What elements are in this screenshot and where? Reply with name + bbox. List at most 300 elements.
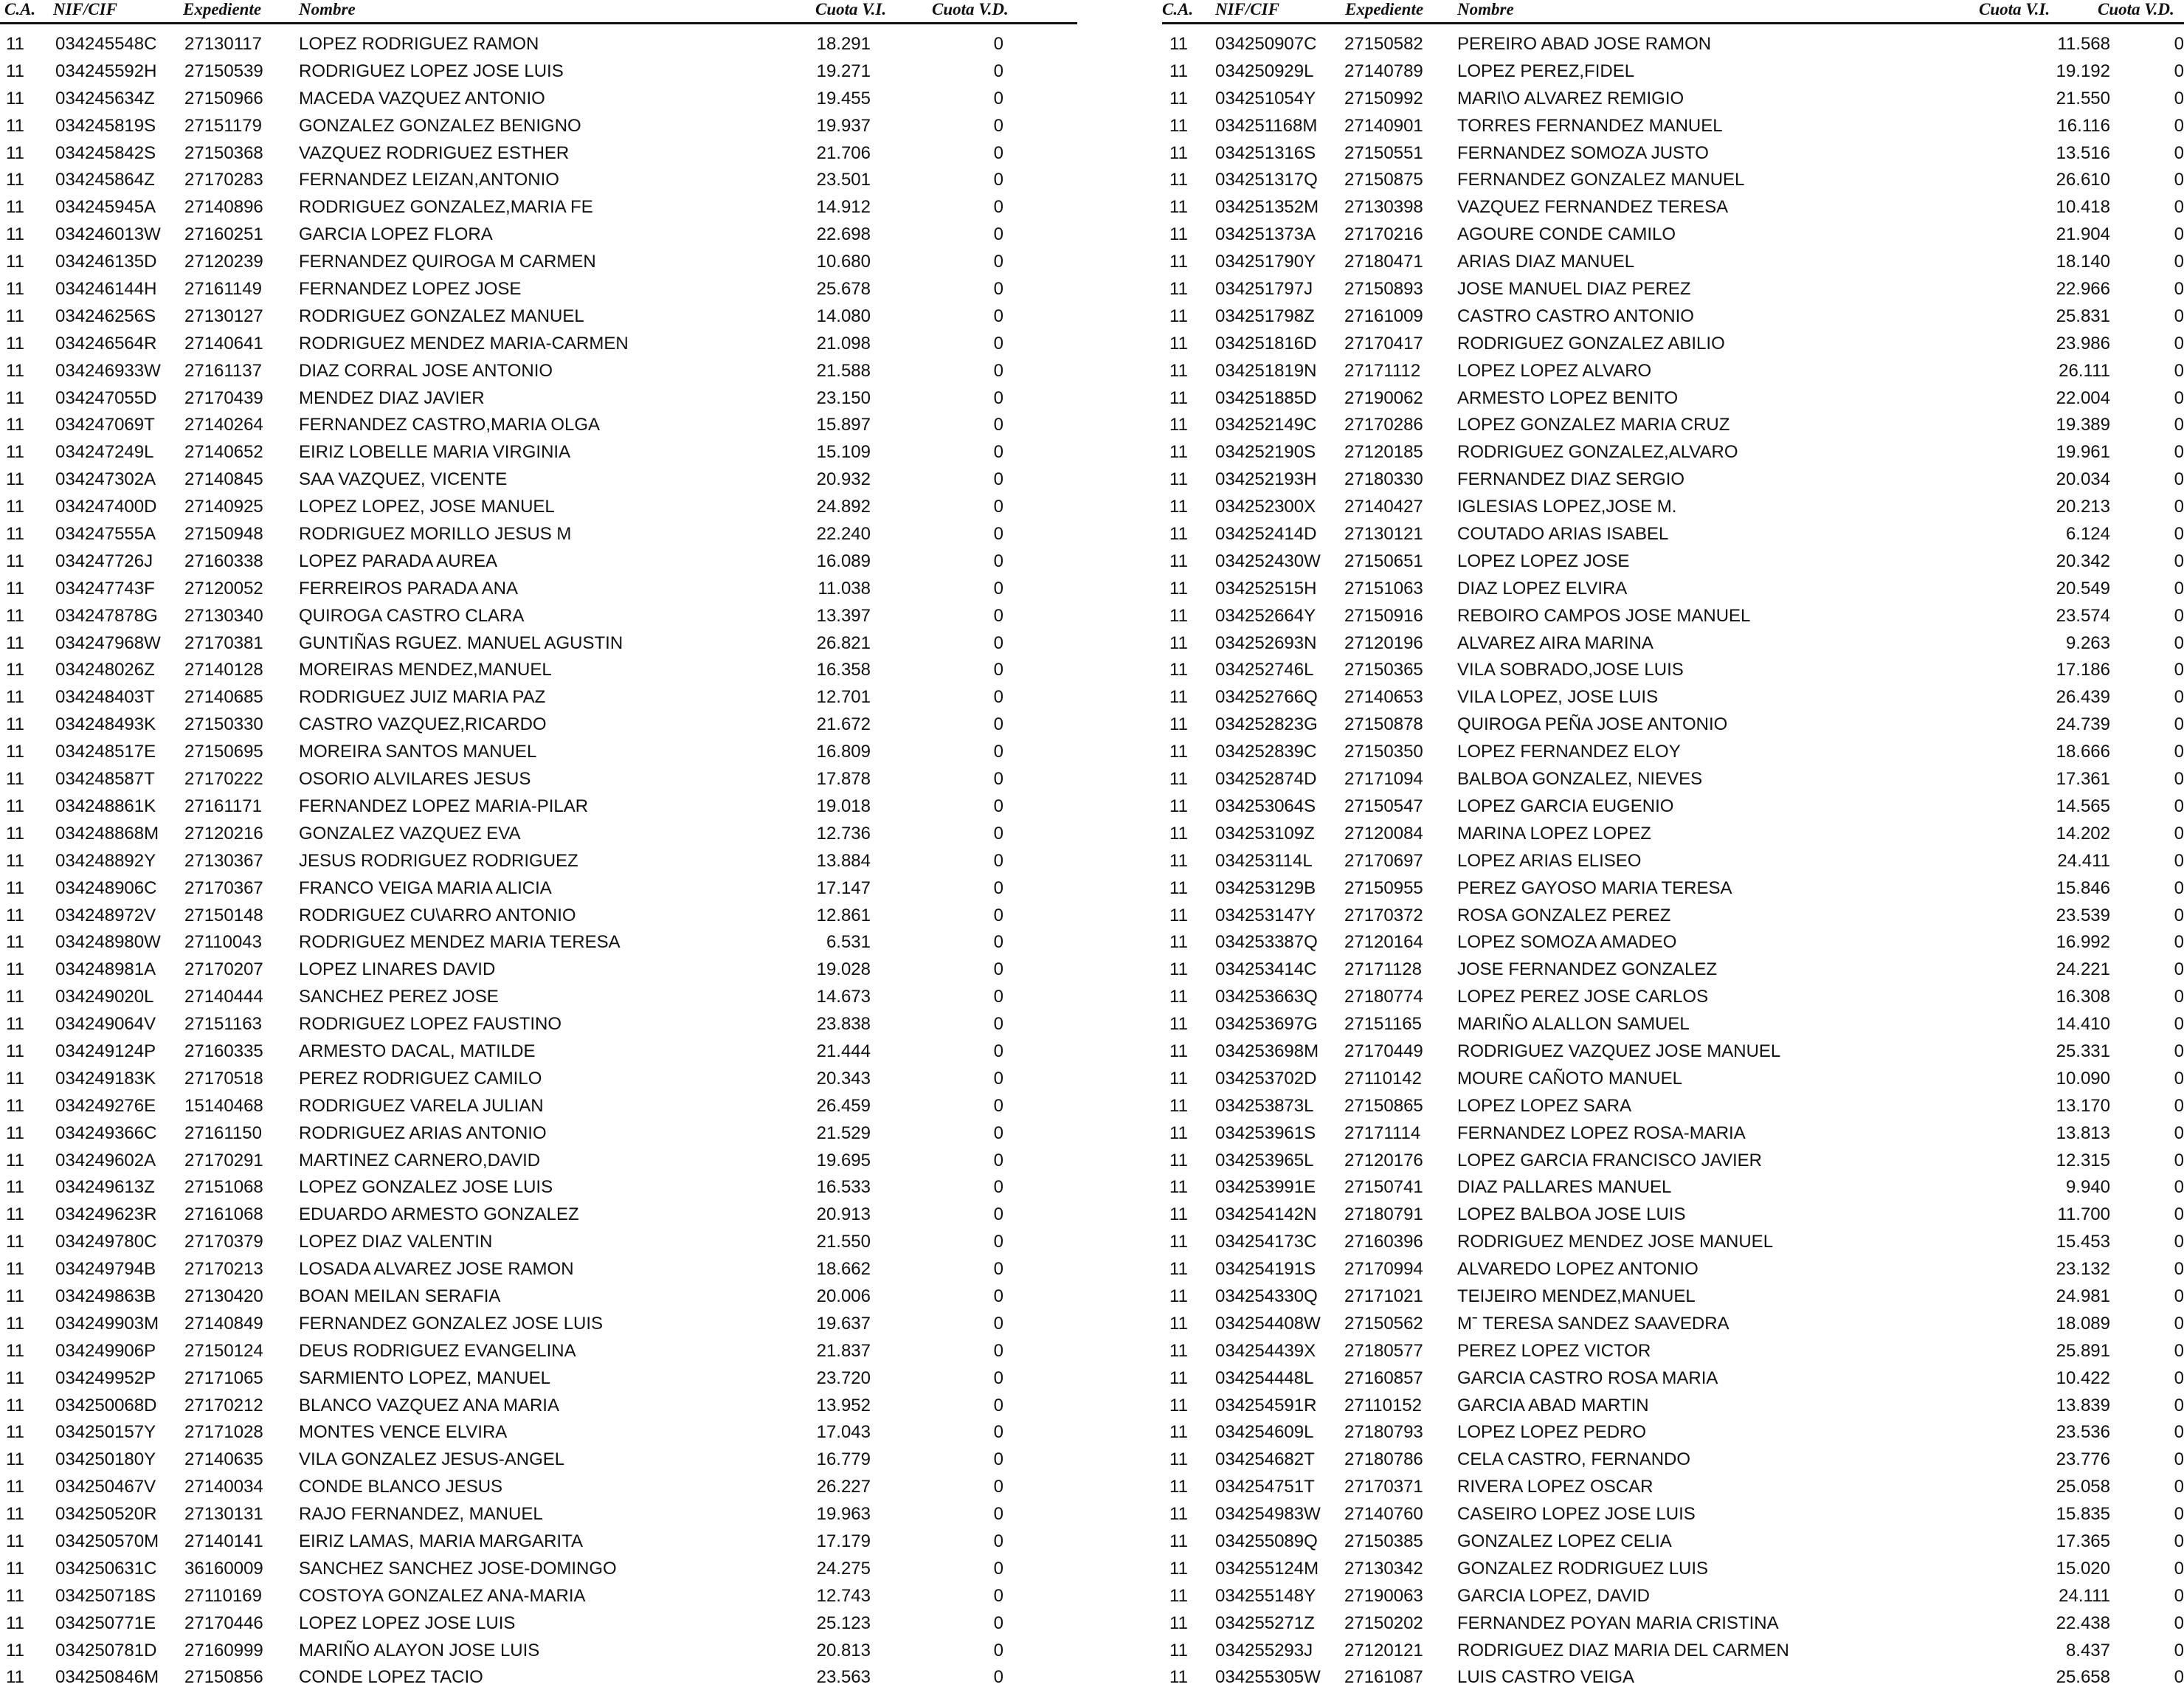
cell-cuota-vi: 16.358 <box>816 660 871 680</box>
cell-expediente: 27171065 <box>184 1367 263 1388</box>
table-row <box>0 1195 1077 1225</box>
cell-ca: 11 <box>6 1259 24 1280</box>
cell-ca: 11 <box>1169 687 1188 708</box>
cell-nombre: LOPEZ LOPEZ, JOSE MANUEL <box>299 497 555 517</box>
table-row <box>0 596 1077 624</box>
table-row <box>1162 215 2184 245</box>
cell-expediente: 27120164 <box>1344 932 1423 953</box>
table-row <box>1162 460 2184 490</box>
cell-cuota-vd: 0 <box>993 360 1003 381</box>
cell-cuota-vd: 0 <box>993 1477 1003 1497</box>
cell-ca: 11 <box>6 660 24 680</box>
cell-expediente: 27130340 <box>184 605 263 626</box>
table-row <box>0 187 1077 218</box>
cell-expediente: 27120239 <box>184 252 263 272</box>
cell-cuota-vd: 0 <box>2174 1122 2184 1143</box>
cell-cuota-vi: 24.111 <box>2059 1585 2110 1606</box>
table-row <box>1162 1114 2184 1141</box>
cell-expediente: 27150124 <box>184 1340 263 1361</box>
cell-nif: 034246144H <box>55 279 157 300</box>
cell-cuota-vd: 0 <box>993 279 1003 300</box>
cell-nombre: MONTES VENCE ELVIRA <box>299 1422 508 1443</box>
table-row <box>1162 1277 2184 1304</box>
cell-cuota-vd: 0 <box>2174 687 2184 708</box>
cell-ca: 11 <box>1169 224 1188 245</box>
cell-ca: 11 <box>1169 252 1188 272</box>
cell-ca: 11 <box>1169 987 1188 1007</box>
cell-nombre: CASTRO VAZQUEZ,RICARDO <box>299 714 547 735</box>
cell-expediente: 27130127 <box>184 306 263 326</box>
cell-expediente: 27161171 <box>184 796 262 816</box>
cell-nif: 034250718S <box>55 1585 156 1606</box>
table-row <box>1162 297 2184 324</box>
cell-cuota-vi: 19.695 <box>816 1150 871 1170</box>
table-row <box>0 759 1077 790</box>
table-row <box>0 514 1077 545</box>
cell-expediente: 27170381 <box>184 632 263 653</box>
header-expediente: Expediente <box>1345 0 1424 18</box>
table-row <box>0 52 1077 79</box>
cell-cuota-vi: 21.706 <box>816 142 871 163</box>
cell-expediente: 27170291 <box>184 1150 263 1170</box>
table-row <box>0 460 1077 490</box>
cell-cuota-vi: 17.365 <box>2056 1531 2110 1551</box>
cell-expediente: 27151179 <box>184 115 262 136</box>
cell-nombre: BLANCO VAZQUEZ ANA MARIA <box>299 1395 559 1415</box>
cell-ca: 11 <box>6 1613 24 1633</box>
table-row <box>1162 1386 2184 1413</box>
cell-cuota-vd: 0 <box>2174 1613 2184 1633</box>
cell-nombre: CONDE BLANCO JESUS <box>299 1477 503 1497</box>
cell-cuota-vi: 11.038 <box>818 578 871 599</box>
cell-cuota-vi: 26.821 <box>816 632 871 653</box>
left-table <box>0 0 1077 1688</box>
cell-cuota-vd: 0 <box>993 1232 1003 1252</box>
cell-nombre: EIRIZ LOBELLE MARIA VIRGINIA <box>299 442 571 463</box>
cell-nombre: FERNANDEZ LOPEZ MARIA-PILAR <box>299 796 589 816</box>
cell-cuota-vd: 0 <box>993 1340 1003 1361</box>
table-header <box>0 0 1077 24</box>
cell-nif: 034253114L <box>1215 850 1313 871</box>
cell-cuota-vd: 0 <box>2174 551 2184 571</box>
cell-cuota-vd: 0 <box>993 415 1003 435</box>
cell-cuota-vd: 0 <box>2174 578 2184 599</box>
cell-cuota-vi: 21.444 <box>816 1041 871 1061</box>
cell-nif: 034255293J <box>1215 1640 1313 1660</box>
cell-nif: 034252823G <box>1215 714 1318 735</box>
cell-cuota-vi: 13.813 <box>2056 1122 2110 1143</box>
table-row <box>1162 1168 2184 1198</box>
cell-nif: 034245945A <box>55 197 156 218</box>
cell-nombre: LOPEZ LOPEZ SARA <box>1457 1095 1632 1116</box>
cell-cuota-vi: 12.861 <box>816 905 871 925</box>
cell-cuota-vd: 0 <box>993 1558 1003 1579</box>
cell-ca: 11 <box>6 796 24 816</box>
cell-ca: 11 <box>1169 333 1188 353</box>
cell-nif: 034247069T <box>55 415 155 435</box>
cell-nif: 034248972V <box>55 905 156 925</box>
cell-nif: 034248026Z <box>55 660 155 680</box>
table-row <box>0 1359 1077 1386</box>
cell-expediente: 27140128 <box>184 660 263 680</box>
cell-cuota-vi: 8.437 <box>2065 1640 2110 1660</box>
cell-expediente: 27120176 <box>1344 1150 1423 1170</box>
cell-expediente: 27151063 <box>1344 578 1423 599</box>
cell-cuota-vi: 11.568 <box>2057 34 2110 54</box>
cell-cuota-vi: 18.140 <box>2056 252 2110 272</box>
cell-ca: 11 <box>1169 442 1188 463</box>
cell-ca: 11 <box>1169 1150 1188 1170</box>
cell-expediente: 27140141 <box>184 1531 263 1551</box>
cell-ca: 11 <box>1169 88 1188 108</box>
cell-nombre: QUIROGA CASTRO CLARA <box>299 605 525 626</box>
cell-nombre: RODRIGUEZ LOPEZ JOSE LUIS <box>299 61 564 81</box>
cell-nif: 034254408W <box>1215 1313 1321 1334</box>
table-row <box>0 160 1077 190</box>
cell-cuota-vd: 0 <box>993 905 1003 925</box>
cell-expediente: 27160857 <box>1344 1367 1423 1388</box>
table-row <box>0 487 1077 517</box>
table-row <box>1162 650 2184 680</box>
cell-cuota-vd: 0 <box>2174 387 2184 408</box>
cell-nif: 034248861K <box>55 796 156 816</box>
table-row <box>0 379 1077 406</box>
cell-nombre: RAJO FERNANDEZ, MANUEL <box>299 1504 543 1525</box>
cell-nombre: SANCHEZ SANCHEZ JOSE-DOMINGO <box>299 1558 617 1579</box>
cell-cuota-vi: 25.123 <box>816 1613 871 1633</box>
cell-ca: 11 <box>1169 1068 1188 1089</box>
cell-cuota-vd: 0 <box>2174 442 2184 463</box>
cell-expediente: 27170994 <box>1344 1259 1423 1280</box>
cell-cuota-vi: 26.111 <box>2059 360 2110 381</box>
cell-expediente: 27150651 <box>1344 551 1423 571</box>
cell-nif: 034245592H <box>55 61 157 81</box>
table-row <box>1162 896 2184 923</box>
cell-nombre: FERNANDEZ GONZALEZ MANUEL <box>1457 170 1745 190</box>
cell-ca: 11 <box>6 1477 24 1497</box>
table-row <box>1162 1249 2184 1280</box>
cell-nif: 034247555A <box>55 524 156 545</box>
cell-nombre: FERNANDEZ DIAZ SERGIO <box>1457 469 1685 490</box>
cell-expediente: 27120185 <box>1344 442 1423 463</box>
cell-cuota-vi: 17.186 <box>2056 660 2110 680</box>
cell-expediente: 27170286 <box>1344 415 1423 435</box>
cell-nif: 034255124M <box>1215 1558 1319 1579</box>
cell-expediente: 27170212 <box>184 1395 263 1415</box>
cell-expediente: 27160999 <box>184 1640 263 1660</box>
cell-nif: 034247743F <box>55 578 155 599</box>
cell-nombre: LOPEZ ARIAS ELISEO <box>1457 850 1642 871</box>
cell-nombre: RODRIGUEZ VARELA JULIAN <box>299 1095 544 1116</box>
cell-cuota-vi: 20.342 <box>2056 551 2110 571</box>
cell-nombre: MOURE CAÑOTO MANUEL <box>1457 1068 1682 1089</box>
cell-expediente: 27161149 <box>184 279 262 300</box>
cell-nombre: COSTOYA GONZALEZ ANA-MARIA <box>299 1585 586 1606</box>
table-row <box>0 1467 1077 1497</box>
cell-expediente: 27110169 <box>184 1585 262 1606</box>
cell-ca: 11 <box>6 442 24 463</box>
cell-ca: 11 <box>1169 142 1188 163</box>
cell-cuota-vi: 17.179 <box>816 1531 871 1551</box>
cell-nif: 034252149C <box>1215 415 1317 435</box>
cell-nombre: LOPEZ LOPEZ PEDRO <box>1457 1422 1647 1443</box>
cell-cuota-vi: 24.892 <box>816 497 871 517</box>
cell-nombre: MARI\O ALVAREZ REMIGIO <box>1457 88 1684 108</box>
cell-nombre: CASEIRO LOPEZ JOSE LUIS <box>1457 1504 1696 1525</box>
cell-expediente: 27140925 <box>184 497 263 517</box>
cell-nif: 034253991E <box>1215 1177 1316 1198</box>
cell-cuota-vi: 17.043 <box>816 1422 871 1443</box>
table-row <box>1162 705 2184 735</box>
cell-nif: 034249124P <box>55 1041 156 1061</box>
cell-cuota-vi: 10.090 <box>2056 1068 2110 1089</box>
cell-expediente: 27140653 <box>1344 687 1423 708</box>
cell-cuota-vd: 0 <box>993 987 1003 1007</box>
cell-nombre: GARCIA ABAD MARTIN <box>1457 1395 1649 1415</box>
cell-ca: 11 <box>1169 170 1188 190</box>
cell-nif: 034250157Y <box>55 1422 156 1443</box>
cell-nombre: LOSADA ALVAREZ JOSE RAMON <box>299 1259 574 1280</box>
cell-nombre: MACEDA VAZQUEZ ANTONIO <box>299 88 545 108</box>
cell-cuota-vi: 23.986 <box>2056 333 2110 353</box>
table-row <box>0 677 1077 708</box>
table-row <box>0 351 1077 379</box>
cell-expediente: 27170367 <box>184 877 263 898</box>
table-row <box>0 405 1077 435</box>
cell-cuota-vd: 0 <box>2174 742 2184 762</box>
cell-nombre: MENDEZ DIAZ JAVIER <box>299 387 485 408</box>
cell-ca: 11 <box>1169 1477 1188 1497</box>
table-row <box>0 1631 1077 1658</box>
cell-nombre: LOPEZ LINARES DAVID <box>299 959 496 980</box>
cell-cuota-vi: 9.940 <box>2065 1177 2110 1198</box>
cell-ca: 11 <box>1169 1232 1188 1252</box>
cell-cuota-vd: 0 <box>2174 796 2184 816</box>
table-row <box>1162 732 2184 762</box>
cell-nombre: FERNANDEZ LOPEZ JOSE <box>299 279 522 300</box>
cell-expediente: 27170213 <box>184 1259 263 1280</box>
cell-nombre: AGOURE CONDE CAMILO <box>1457 224 1676 245</box>
cell-cuota-vd: 0 <box>993 1014 1003 1035</box>
right-table <box>1162 0 2184 1688</box>
cell-cuota-vd: 0 <box>993 1504 1003 1525</box>
cell-nombre: LOPEZ GONZALEZ MARIA CRUZ <box>1457 415 1730 435</box>
cell-ca: 11 <box>1169 1095 1188 1116</box>
cell-cuota-vi: 23.150 <box>816 387 871 408</box>
cell-expediente: 27160335 <box>184 1041 263 1061</box>
cell-nif: 034250781D <box>55 1640 157 1660</box>
cell-cuota-vi: 20.213 <box>2056 497 2110 517</box>
cell-nombre: CASTRO CASTRO ANTONIO <box>1457 306 1694 326</box>
cell-cuota-vi: 20.549 <box>2056 578 2110 599</box>
table-row <box>0 1494 1077 1525</box>
cell-expediente: 27130420 <box>184 1286 263 1306</box>
cell-cuota-vd: 0 <box>993 115 1003 136</box>
cell-cuota-vi: 16.089 <box>816 551 871 571</box>
cell-nombre: LOPEZ PEREZ,FIDEL <box>1457 61 1635 81</box>
cell-nif: 034248587T <box>55 769 155 790</box>
cell-cuota-vi: 21.904 <box>2056 224 2110 245</box>
cell-ca: 11 <box>1169 823 1188 844</box>
cell-expediente: 27150948 <box>184 524 263 545</box>
cell-ca: 11 <box>1169 1504 1188 1525</box>
header-ca: C.A. <box>1162 0 1194 18</box>
table-row <box>0 841 1077 869</box>
cell-cuota-vi: 21.550 <box>2056 88 2110 108</box>
cell-nombre: TORRES FERNANDEZ MANUEL <box>1457 115 1723 136</box>
cell-nombre: LOPEZ PEREZ JOSE CARLOS <box>1457 987 1709 1007</box>
cell-expediente: 27161009 <box>1344 306 1423 326</box>
cell-nif: 034254448L <box>1215 1367 1314 1388</box>
cell-expediente: 27170439 <box>184 387 263 408</box>
table-row <box>1162 1032 2184 1059</box>
cell-cuota-vd: 0 <box>2174 1504 2184 1525</box>
cell-cuota-vi: 23.574 <box>2056 605 2110 626</box>
cell-nombre: RODRIGUEZ MENDEZ MARIA-CARMEN <box>299 333 629 353</box>
cell-cuota-vd: 0 <box>993 660 1003 680</box>
cell-cuota-vd: 0 <box>2174 660 2184 680</box>
cell-expediente: 27180791 <box>1344 1204 1423 1225</box>
cell-ca: 11 <box>6 415 24 435</box>
table-row <box>1162 432 2184 463</box>
cell-nif: 034251816D <box>1215 333 1317 353</box>
table-row <box>0 542 1077 569</box>
cell-nif: 034248981A <box>55 959 156 980</box>
cell-nombre: LOPEZ SOMOZA AMADEO <box>1457 932 1677 953</box>
table-row <box>1162 187 2184 218</box>
table-row <box>0 977 1077 1007</box>
cell-nombre: FERNANDEZ POYAN MARIA CRISTINA <box>1457 1613 1779 1633</box>
cell-ca: 11 <box>6 687 24 708</box>
cell-nif: 034249366C <box>55 1122 157 1143</box>
cell-cuota-vi: 25.331 <box>2056 1041 2110 1061</box>
cell-cuota-vi: 21.837 <box>816 1340 871 1361</box>
cell-expediente: 27170518 <box>184 1068 263 1089</box>
cell-cuota-vi: 13.839 <box>2056 1395 2110 1415</box>
cell-cuota-vi: 21.098 <box>816 333 871 353</box>
cell-nombre: LUIS CASTRO VEIGA <box>1457 1667 1635 1688</box>
cell-cuota-vd: 0 <box>993 714 1003 735</box>
cell-nombre: RODRIGUEZ GONZALEZ,MARIA FE <box>299 197 593 218</box>
cell-cuota-vd: 0 <box>993 1585 1003 1606</box>
cell-expediente: 27160251 <box>184 224 263 245</box>
cell-nif: 034253387Q <box>1215 932 1318 953</box>
cell-cuota-vi: 15.453 <box>2056 1232 2110 1252</box>
table-row <box>0 1304 1077 1334</box>
cell-nif: 034253697G <box>1215 1014 1318 1035</box>
cell-nif: 034251885D <box>1215 387 1317 408</box>
cell-nif: 034255089Q <box>1215 1531 1318 1551</box>
cell-cuota-vi: 26.610 <box>2056 170 2110 190</box>
table-row <box>0 1413 1077 1443</box>
cell-cuota-vi: 11.700 <box>2057 1204 2110 1225</box>
cell-nif: 034252839C <box>1215 742 1317 762</box>
cell-nif: 034245634Z <box>55 88 155 108</box>
cell-nif: 034250520R <box>55 1504 157 1525</box>
cell-nombre: VILA LOPEZ, JOSE LUIS <box>1457 687 1659 708</box>
cell-cuota-vd: 0 <box>993 1640 1003 1660</box>
cell-expediente: 27180793 <box>1344 1422 1423 1443</box>
cell-nif: 034249903M <box>55 1313 159 1334</box>
cell-expediente: 27161068 <box>184 1204 263 1225</box>
table-row <box>1162 977 2184 1007</box>
cell-nif: 034254751T <box>1215 1477 1315 1497</box>
cell-nombre: GARCIA LOPEZ, DAVID <box>1457 1585 1650 1606</box>
cell-cuota-vd: 0 <box>993 1613 1003 1633</box>
cell-expediente: 27170449 <box>1344 1041 1423 1061</box>
cell-cuota-vd: 0 <box>2174 34 2184 54</box>
cell-expediente: 27150539 <box>184 61 263 81</box>
cell-nombre: QUIROGA PEÑA JOSE ANTONIO <box>1457 714 1728 735</box>
cell-nombre: FRANCO VEIGA MARIA ALICIA <box>299 877 552 898</box>
table-row <box>1162 52 2184 79</box>
cell-expediente: 27110142 <box>1344 1068 1422 1089</box>
cell-ca: 11 <box>6 224 24 245</box>
cell-nombre: JOSE MANUEL DIAZ PEREZ <box>1457 279 1691 300</box>
cell-nif: 034254609L <box>1215 1422 1314 1443</box>
cell-cuota-vi: 15.835 <box>2056 1504 2110 1525</box>
table-row <box>0 1086 1077 1114</box>
cell-cuota-vi: 14.565 <box>2056 796 2110 816</box>
table-row <box>0 569 1077 599</box>
cell-cuota-vd: 0 <box>993 252 1003 272</box>
cell-ca: 11 <box>6 1232 24 1252</box>
cell-expediente: 27190062 <box>1344 387 1423 408</box>
cell-cuota-vd: 0 <box>993 769 1003 790</box>
cell-ca: 11 <box>6 1068 24 1089</box>
cell-ca: 11 <box>1169 115 1188 136</box>
cell-cuota-vd: 0 <box>2174 1422 2184 1443</box>
cell-nombre: PEREZ GAYOSO MARIA TERESA <box>1457 877 1732 898</box>
cell-expediente: 27150893 <box>1344 279 1423 300</box>
cell-ca: 11 <box>6 551 24 571</box>
cell-nombre: LOPEZ GARCIA FRANCISCO JAVIER <box>1457 1150 1762 1170</box>
table-row <box>0 1114 1077 1141</box>
cell-nombre: CELA CASTRO, FERNANDO <box>1457 1449 1691 1470</box>
cell-expediente: 27151165 <box>1344 1014 1422 1035</box>
cell-nif: 034251373A <box>1215 224 1316 245</box>
cell-cuota-vi: 23.838 <box>816 1014 871 1035</box>
cell-nombre: LOPEZ GARCIA EUGENIO <box>1457 796 1674 816</box>
cell-ca: 11 <box>6 1449 24 1470</box>
table-row <box>1162 1222 2184 1252</box>
cell-nif: 034245819S <box>55 115 156 136</box>
cell-nombre: ROSA GONZALEZ PEREZ <box>1457 905 1671 925</box>
cell-ca: 11 <box>1169 61 1188 81</box>
table-row <box>0 24 1077 52</box>
cell-nif: 034255271Z <box>1215 1613 1315 1633</box>
cell-nif: 034250907C <box>1215 34 1317 54</box>
cell-cuota-vi: 9.263 <box>2065 632 2110 653</box>
cell-nombre: RODRIGUEZ ARIAS ANTONIO <box>299 1122 547 1143</box>
cell-nif: 034249020L <box>55 987 154 1007</box>
cell-cuota-vd: 0 <box>993 1259 1003 1280</box>
table-row <box>1162 922 2184 953</box>
cell-cuota-vd: 0 <box>2174 1531 2184 1551</box>
cell-nombre: LOPEZ LOPEZ ALVARO <box>1457 360 1652 381</box>
cell-expediente: 27140635 <box>184 1449 263 1470</box>
table-row <box>1162 1059 2184 1089</box>
cell-cuota-vi: 17.361 <box>2056 769 2110 790</box>
cell-expediente: 27171021 <box>1344 1286 1423 1306</box>
table-row <box>1162 79 2184 106</box>
cell-nombre: LOPEZ BALBOA JOSE LUIS <box>1457 1204 1686 1225</box>
cell-expediente: 27150582 <box>1344 34 1423 54</box>
cell-cuota-vd: 0 <box>993 197 1003 218</box>
cell-expediente: 27140849 <box>184 1313 263 1334</box>
cell-cuota-vd: 0 <box>2174 469 2184 490</box>
cell-expediente: 15140468 <box>184 1095 263 1116</box>
